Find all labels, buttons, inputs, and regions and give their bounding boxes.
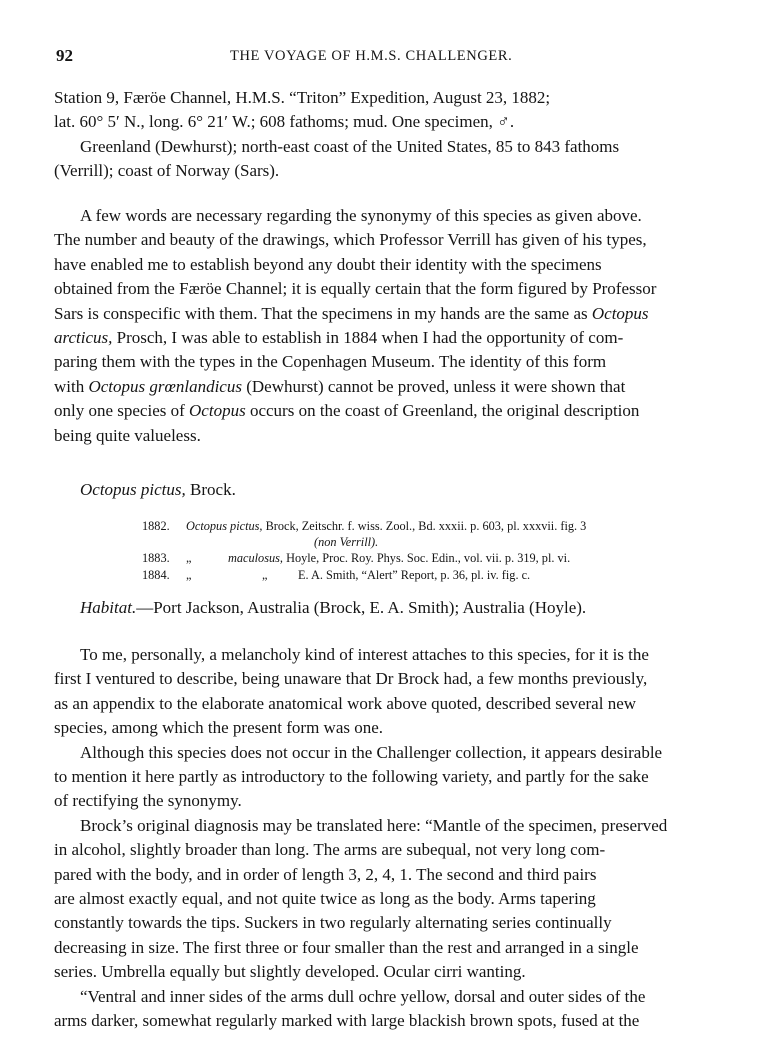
text-line: of rectifying the synonymy.: [54, 791, 242, 811]
text-line: with Octopus grœnlandicus (Dewhurst) cannot be proved, unless it were shown that: [54, 376, 626, 396]
ditto-mark: „: [262, 567, 268, 582]
synonymy-text: (non Verrill).: [314, 535, 379, 550]
text-line: being quite valueless.: [54, 425, 201, 445]
synonymy-text: Octopus pictus, Brock, Zeitschr. f. wiss. Zool., Bd. xxxii. p. 603, pl. xxxvii. fig. 3: [186, 519, 587, 533]
taxon-name: Octopus: [591, 303, 649, 323]
text-line: “Ventral and inner sides of the arms dull ochre yellow, dorsal and outer sides of the: [80, 986, 646, 1006]
text-line: in alcohol, slightly broader than long. The arms are subequal, not very long com-: [54, 840, 606, 860]
text-line: arcticus, Prosch, I was able to establish in 1884 when I had the opportunity of com-: [54, 328, 624, 348]
text-line: have enabled me to establish beyond any doubt their identity with the specimens: [54, 254, 602, 274]
running-header: [56, 46, 730, 70]
distribution-line: (Verrill); coast of Norway (Sars).: [54, 161, 280, 181]
text-line: A few words are necessary regarding the synonymy of this species as given above.: [80, 206, 642, 225]
synonymy-entry: [142, 518, 732, 534]
taxon-name: Octopus: [189, 401, 246, 421]
text-line: only one species of Octopus occurs on the coast of Greenland, the original description: [54, 401, 640, 421]
text-line: to mention it here partly as introductory to the following variety, and partly for the sake: [54, 767, 649, 787]
synonymy-year: 1882.: [142, 519, 170, 533]
text-line: arms darker, somewhat regularly marked with large blackish brown spots, fused at the: [54, 1011, 640, 1031]
taxon-name: Octopus grœnlandicus: [88, 376, 242, 396]
text-line: constantly towards the tips. Suckers in two regularly alternating series continually: [54, 913, 612, 933]
page-number: 92: [56, 46, 73, 65]
synonymy-entry: [142, 567, 732, 583]
station-record: [54, 86, 728, 184]
body-text: [54, 643, 728, 1034]
synonymy-year: 1883.: [142, 551, 170, 566]
taxon-name: arcticus,: [54, 328, 113, 348]
synonymy-discussion-paragraph: [54, 204, 728, 448]
distribution-line: Greenland (Dewhurst); north-east coast of the United States, 85 to 843 fathoms: [80, 136, 620, 156]
synonymy-list: [142, 518, 732, 583]
text-line: Brock’s original diagnosis may be translated here: “Mantle of the specimen, preserved: [80, 815, 668, 835]
ditto-mark: „: [186, 567, 192, 582]
ditto-mark: „: [186, 551, 192, 566]
synonymy-year: 1884.: [142, 567, 170, 582]
text-line: The number and beauty of the drawings, which Professor Verrill has given of his types,: [54, 230, 647, 250]
text-line: Although this species does not occur in the Challenger collection, it appears desirable: [80, 742, 663, 762]
species-author: Brock.: [190, 480, 236, 499]
habitat-text: —Port Jackson, Australia (Brock, E. A. Smith); Australia (Hoyle).: [136, 598, 587, 617]
species-name: Octopus pictus,: [80, 480, 186, 499]
synonymy-text: E. A. Smith, “Alert” Report, p. 36, pl. iv. fig. c.: [298, 567, 531, 582]
text-line: species, among which the present form was one.: [54, 718, 384, 738]
text-line: pared with the body, and in order of length 3, 2, 4, 1. The second and third pairs: [54, 864, 597, 884]
text-line: series. Umbrella equally but slightly developed. Ocular cirri wanting.: [54, 962, 526, 982]
text-line: To me, personally, a melancholy kind of interest attaches to this species, for it is the: [80, 645, 649, 664]
text-line: decreasing in size. The first three or four smaller than the rest and arranged in a single: [54, 937, 639, 957]
habitat-line: [80, 598, 586, 618]
synonymy-entry-continuation: [142, 534, 732, 550]
running-title: THE VOYAGE OF H.M.S. CHALLENGER.: [230, 48, 513, 64]
synonymy-text: maculosus, Hoyle, Proc. Roy. Phys. Soc. Edin., vol. vii. p. 319, pl. vi.: [228, 551, 571, 566]
synonymy-entry: [142, 550, 732, 566]
text-line: are almost exactly equal, and not quite twice as long as the body. Arms tapering: [54, 889, 596, 909]
station-line: Station 9, Færöe Channel, H.M.S. “Triton” Expedition, August 23, 1882;: [54, 88, 551, 107]
habitat-label: Habitat.: [80, 598, 137, 617]
station-line: lat. 60° 5′ N., long. 6° 21′ W.; 608 fathoms; mud. One specimen, ♂.: [54, 112, 515, 132]
text-line: paring them with the types in the Copenhagen Museum. The identity of this form: [54, 352, 607, 372]
text-line: first I ventured to describe, being unaware that Dr Brock had, a few months previously,: [54, 669, 648, 689]
text-line: as an appendix to the elaborate anatomical work above quoted, described several new: [54, 693, 637, 713]
text-line: obtained from the Færöe Channel; it is equally certain that the form figured by Professor: [54, 279, 657, 299]
text-line: Sars is conspecific with them. That the specimens in my hands are the same as Octopus: [54, 303, 649, 323]
species-heading: [80, 480, 236, 500]
